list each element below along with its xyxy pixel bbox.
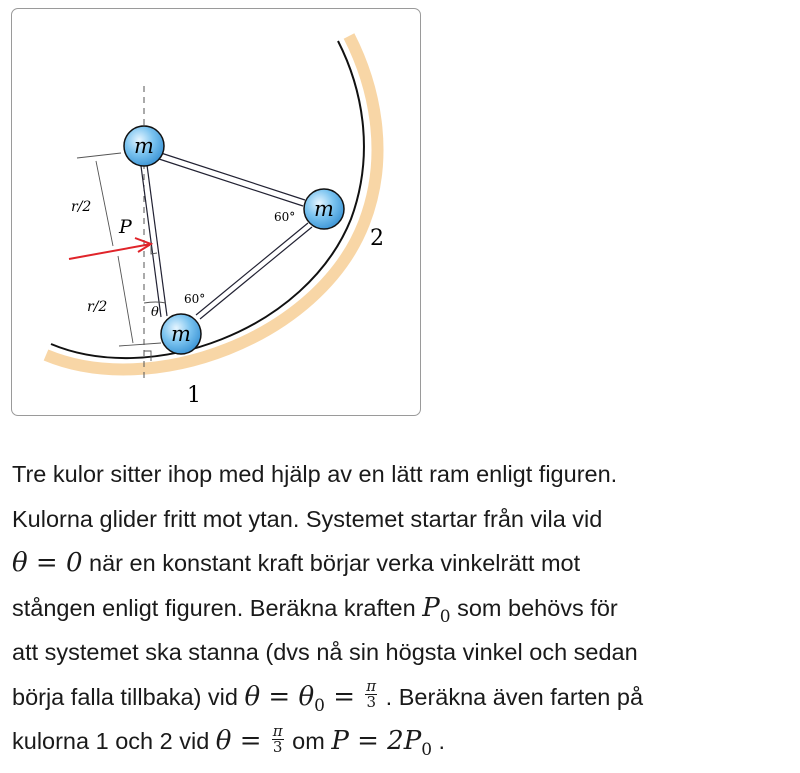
math-theta-equals-theta0 — [244, 677, 380, 716]
math-p-equals-2p0 — [331, 726, 433, 760]
svg-text:m: m — [314, 197, 334, 221]
fraction-denominator: 3 — [366, 693, 376, 711]
problem-statement — [12, 452, 798, 764]
mechanics-figure — [12, 9, 420, 415]
label-ball-1: 1 — [187, 383, 201, 408]
force-arrow — [69, 238, 151, 259]
text-segment: . Beräkna även farten på — [379, 683, 644, 710]
fraction-pi-over-3 — [365, 679, 377, 710]
ball-top — [124, 126, 164, 166]
text-segment: att systemet ska stanna (dvs nå sin högsta vinkel och sedan — [12, 639, 638, 665]
fraction-numerator: π — [272, 721, 283, 740]
text-line — [12, 675, 798, 720]
label-ball-2: 2 — [370, 226, 384, 251]
fraction-numerator: π — [366, 677, 377, 695]
text-line — [12, 719, 798, 764]
rod-frame — [141, 153, 312, 319]
text-segment: när en konstant kraft börjar verka vinkelrätt mot — [82, 550, 581, 576]
fraction-denominator: 3 — [272, 737, 283, 756]
label-angle-60-lower: 60° — [184, 292, 206, 306]
math-symbol: θ = θ — [244, 681, 315, 712]
ball-1 — [161, 314, 201, 354]
math-subscript: 0 — [421, 740, 433, 760]
math-symbol: θ = — [215, 726, 270, 756]
math-theta-zero: θ = 0 — [12, 548, 83, 578]
text-line — [12, 452, 798, 497]
math-theta-pi-over-3 — [215, 721, 286, 756]
label-r-half-upper: r/2 — [71, 199, 92, 215]
math-symbol: = — [324, 681, 364, 712]
svg-text:m: m — [171, 322, 191, 346]
text-segment: . — [432, 728, 446, 754]
svg-text:m: m — [134, 134, 154, 158]
label-r-half-lower: r/2 — [87, 299, 108, 315]
text-line — [12, 630, 798, 675]
text-segment: som behövs för — [450, 594, 618, 621]
figure-frame — [11, 8, 421, 416]
math-p0 — [422, 592, 451, 627]
text-segment: stången enligt figuren. Beräkna kraften — [12, 594, 423, 621]
label-angle-60-upper: 60° — [274, 210, 296, 224]
text-segment: Tre kulor sitter ihop med hjälp av en lätt ram enligt figuren. — [12, 461, 618, 487]
text-line — [12, 541, 798, 586]
text-line — [12, 586, 798, 631]
fraction-pi-over-3 — [272, 721, 284, 756]
text-segment: kulorna 1 och 2 vid — [12, 728, 216, 754]
math-subscript: 0 — [439, 606, 451, 627]
math-symbol: P — [422, 592, 440, 623]
text-segment: börja falla tillbaka) vid — [12, 683, 245, 710]
ball-2 — [304, 189, 344, 229]
label-force-p: P — [119, 216, 132, 238]
text-line — [12, 497, 798, 542]
math-subscript: 0 — [314, 695, 325, 716]
math-symbol: P = 2P — [331, 726, 422, 756]
text-segment: om — [285, 728, 332, 754]
label-theta: θ — [151, 305, 159, 320]
text-segment: Kulorna glider fritt mot ytan. Systemet startar från vila vid — [12, 505, 603, 532]
